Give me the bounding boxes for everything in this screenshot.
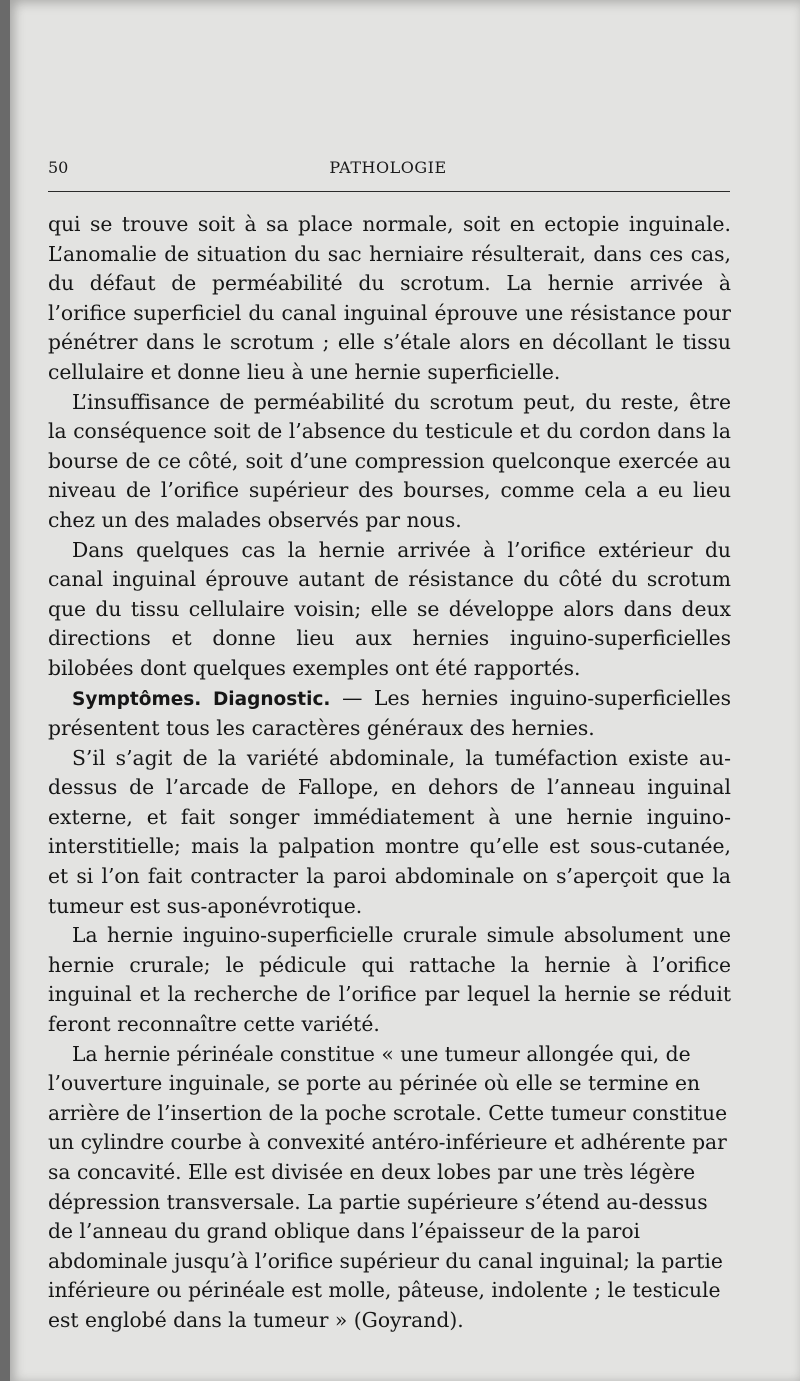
header-rule [48, 191, 730, 192]
section-heading: Symptômes. Diagnostic. [72, 688, 331, 710]
running-title: PATHOLOGIE [329, 158, 447, 177]
paragraph: S’il s’agit de la variété abdominale, la tuméfaction existe au-dessus de l’arcade de Fallope, en dehors de l’anneau inguinal externe, et fait songer immédiatement à une hernie inguino-interstitielle; mais la palpation montre qu’elle est sous-cutanée, et si l’on fait contracter la paroi abdominale on s’aperçoit que la tumeur est sus-aponévrotique. [48, 745, 731, 918]
page-number: 50 [48, 158, 69, 177]
paragraph [48, 684, 731, 744]
paragraph: La hernie périnéale constitue « une tumeur allongée qui, de l’ouverture inguinale, se porte au périnée où elle se termine en arrière de l’insertion de la poche scrotale. Cette tumeur constitue un cylindre courbe à convexité antéro-inférieure et adhérente par sa concavité. Elle est divisée en deux lobes par une très légère dépression transversale. La partie supérieure s’étend au-dessus de l’anneau du grand oblique dans l’épaisseur de la paroi abdominale jusqu’à l’orifice supérieur du canal inguinal; la partie inférieure ou périnéale est molle, pâteuse, indolente ; le testicule est englobé dans la tumeur » (Goyrand). [48, 1041, 728, 1332]
page-header [48, 158, 728, 182]
body-text [48, 210, 731, 1336]
paragraph: Dans quelques cas la hernie arrivée à l’orifice extérieur du canal inguinal éprouve autant de résistance du côté du scrotum que du tissu cellulaire voisin; elle se développe alors dans deux directions et donne lieu aux hernies inguino-superficielles bilobées dont quelques exemples ont été rapportés. [48, 537, 731, 680]
paragraph: L’insuffisance de perméabilité du scrotum peut, du reste, être la conséquence soit de l’absence du testicule et du cordon dans la bourse de ce côté, soit d’une compression quelconque exercée au niveau de l’orifice supérieur des bourses, comme cela a eu lieu chez un des malades observés par nous. [48, 389, 731, 532]
paragraph: qui se trouve soit à sa place normale, soit en ectopie inguinale. L’anomalie de situation du sac herniaire résulterait, dans ces cas, du défaut de perméabilité du scrotum. La hernie arrivée à l’orifice superficiel du canal inguinal éprouve une résistance pour pénétrer dans le scrotum ; elle s’étale alors en décollant le tissu cellulaire et donne lieu à une hernie superficielle. [48, 212, 731, 384]
book-page [10, 0, 800, 1381]
paragraph-text: — Les hernies inguino-superficielles présentent tous les caractères généraux des hernies. [48, 685, 731, 741]
paragraph: La hernie inguino-superficielle crurale simule absolument une hernie crurale; le pédicule qui rattache la hernie à l’orifice inguinal et la recherche de l’orifice par lequel la hernie se réduit feront reconnaître cette variété. [48, 923, 731, 1037]
